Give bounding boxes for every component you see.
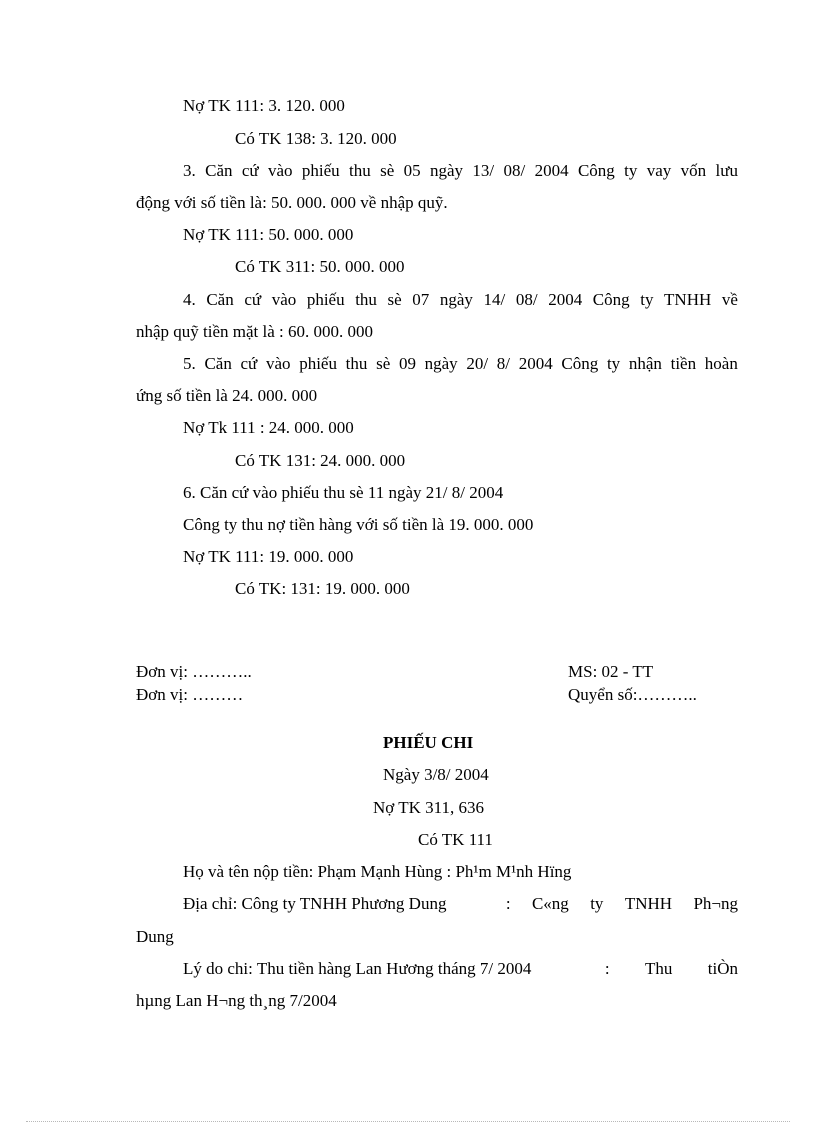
word: 14/ [483,290,506,309]
item4-line2: nhập quỹ tiền mặt là : 60. 000. 000 [136,322,374,341]
word: thu [349,161,371,180]
word: hoàn [704,354,738,373]
word: 2004 [534,161,569,180]
word: ngày [424,354,458,373]
word: Công [561,354,599,373]
entry2-credit-line: Có TK 138: 3. 120. 000 [235,129,397,148]
word: vào [267,161,293,180]
word: 08/ [515,290,538,309]
word: sè [380,161,395,180]
word: vào [265,354,291,373]
item6-credit-line: Có TK: 131: 19. 000. 000 [235,579,410,598]
word: về [721,290,738,309]
word: 08/ [503,161,526,180]
word: TNHH [664,290,712,309]
word: cứ [241,161,259,180]
word: lưu [715,161,738,180]
word: Công [592,290,630,309]
item6-debit-line: Nợ TK 111: 19. 000. 000 [183,547,354,566]
word: cứ [244,290,262,309]
word: vốn [680,161,707,180]
word: 5. [183,354,196,373]
reason-line2: hµng Lan H¬ng th¸ng 7/2004 [136,991,337,1010]
item6-line1: 6. Căn cứ vào phiếu thu sè 11 ngày 21/ 8/ 2004 [183,483,504,502]
word: Công [577,161,615,180]
word: 09 [398,354,416,373]
voucher-date: Ngày 3/8/ 2004 [383,765,489,784]
word: ty [606,354,621,373]
word: Căn [205,161,233,180]
word: thu [345,354,368,373]
word: TNHH [624,894,673,913]
entry2-debit-line: Nợ TK 111: 3. 120. 000 [183,96,345,115]
word: 05 [403,161,421,180]
word: ngày [439,290,473,309]
word: sè [387,290,402,309]
word: C«ng [531,894,569,913]
item3-line1 [183,161,738,181]
word: ty [640,290,654,309]
word: : [604,959,610,978]
word: 8/ [496,354,511,373]
payer-line: Họ và tên nộp tiền: Phạm Mạnh Hùng : Ph¹m M¹nh Hïng [183,862,572,881]
word: cứ [240,354,258,373]
word: 4. [183,290,196,309]
item5-credit-line: Có TK 131: 24. 000. 000 [235,451,406,470]
item5-line1 [183,354,738,374]
unit-label-1: Đơn vị: ……….. [136,662,252,681]
item5-line2: ứng số tiền là 24. 000. 000 [136,386,318,405]
reason-label: Lý do chi: Thu tiền hàng Lan Hương tháng 7/ 2004 [183,959,532,978]
voucher-title: PHIẾU CHI [383,733,474,752]
item3-line2: động với số tiền là: 50. 000. 000 về nhập quỹ. [136,193,448,212]
address-line2: Dung [136,927,174,946]
unit-label-2: Đơn vị: ……… [136,685,244,704]
word: tiền [670,354,697,373]
item3-credit-line: Có TK 311: 50. 000. 000 [235,257,405,276]
word: nhận [628,354,662,373]
word: sè [376,354,391,373]
voucher-credit-account: Có TK 111 [418,830,493,849]
word: 3. [183,161,196,180]
word: ty [624,161,638,180]
item5-debit-line: Nợ Tk 111 : 24. 000. 000 [183,418,354,437]
book-number: Quyển số:……….. [568,685,697,704]
word: 07 [412,290,430,309]
word: tiÒn [707,959,738,978]
word: thu [355,290,377,309]
word: ty [590,894,604,913]
item6-line2: Công ty thu nợ tiền hàng với số tiền là 19. 000. 000 [183,515,534,534]
page-bottom-rule [26,1121,790,1122]
item4-line1 [183,290,738,310]
word: Căn [204,354,232,373]
word: vào [271,290,297,309]
word: 20/ [466,354,489,373]
word: phiếu [299,354,337,373]
word: ngày [430,161,464,180]
word: : [505,894,511,913]
word: Thu [644,959,673,978]
voucher-debit-accounts: Nợ TK 311, 636 [373,798,484,817]
item3-debit-line: Nợ TK 111: 50. 000. 000 [183,225,354,244]
word: 2004 [548,290,583,309]
word: vay [646,161,672,180]
form-code: MS: 02 - TT [568,662,654,681]
word: 13/ [472,161,495,180]
word: phiếu [306,290,345,309]
address-label: Địa chỉ: Công ty TNHH Phương Dung [183,894,447,913]
word: Ph¬ng [693,894,738,913]
address-line1 [183,894,738,914]
word: phiếu [301,161,340,180]
word: 2004 [518,354,553,373]
word: Căn [206,290,234,309]
reason-line1 [183,959,738,979]
